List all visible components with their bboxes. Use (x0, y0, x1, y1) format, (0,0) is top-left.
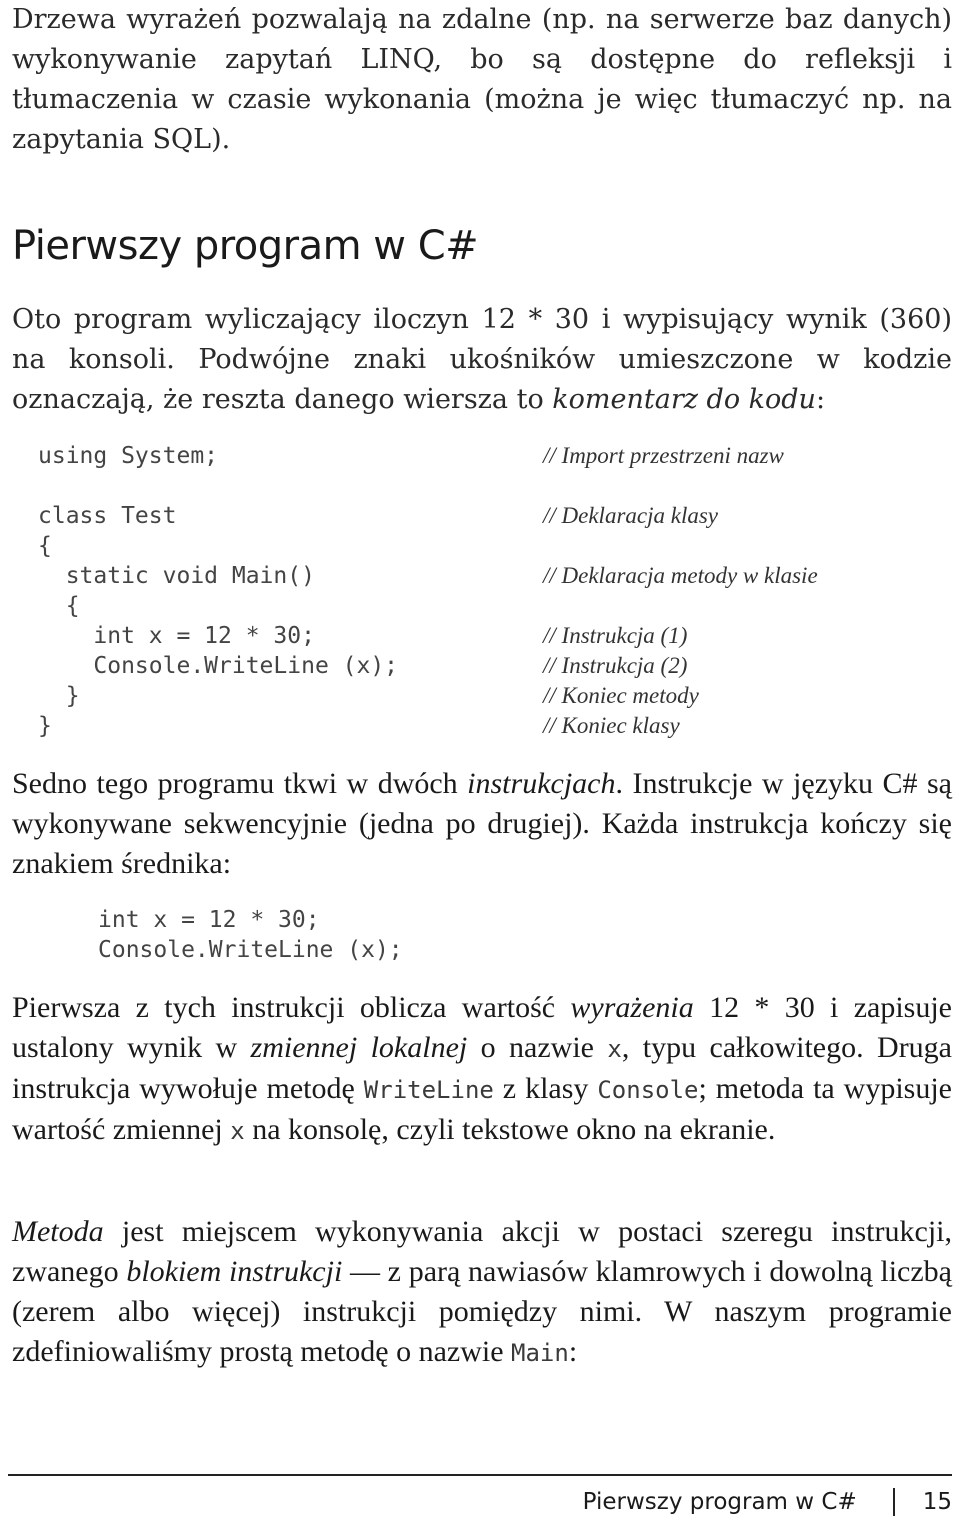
para3-text: , typu całkowitego. Druga instrukcja wywołuje metodę (12, 1031, 952, 1105)
para3-text: z klasy (493, 1072, 598, 1105)
inline-code: x (230, 1117, 245, 1145)
para4-text: : (568, 1335, 578, 1368)
code-comment: // Deklaracja klasy (543, 503, 719, 528)
code-comment: // Koniec klasy (543, 713, 680, 738)
para-intro-program (12, 300, 952, 420)
para3-term: zmiennej lokalnej (250, 1031, 468, 1064)
para2-text-b: . Instrukcje w języku C# są wykonywane sekwencyjnie (jedna po drugiej). Każda instrukcja kończy się znakiem średnika: (12, 767, 952, 880)
code-text: } (38, 713, 52, 739)
code-line (38, 681, 952, 711)
footer-page-number: 15 (922, 1489, 952, 1515)
code-text: int x = 12 * 30; (38, 623, 315, 649)
code-text: static void Main() (38, 563, 315, 589)
para2-text-a: Sedno tego programu tkwi w dwóch (12, 767, 468, 800)
para1-term: komentarz do kodu (552, 384, 816, 415)
para-explanation (12, 988, 952, 1151)
inline-code: Main (511, 1339, 569, 1367)
code-comment: // Deklaracja metody w klasie (543, 563, 818, 588)
code-text: { (38, 533, 52, 559)
code-line: int x = 12 * 30; (98, 907, 320, 933)
inline-code: Console (597, 1076, 699, 1104)
para3-text: o nazwie (467, 1031, 608, 1064)
para4-term: blokiem instrukcji (126, 1255, 343, 1288)
intro-text: Drzewa wyrażeń pozwalają na zdalne (np. na serwerze baz danych) wykonywanie zapytań LINQ, bo są dostępne do refleksji i tłumaczenia w czasie wykonania (można je więc tłumaczyć np. na zapytania SQL). (12, 4, 952, 155)
footer-separator (893, 1488, 895, 1516)
para3-text: ; metoda ta wypisuje wartość zmiennej (12, 1072, 952, 1146)
code-comment: // Instrukcja (1) (543, 623, 688, 648)
para3-text: Pierwsza z tych instrukcji oblicza wartość (12, 991, 571, 1024)
para1-end: : (815, 384, 826, 415)
para4-text: — z parą nawiasów klamrowych i dowolną liczbą (zerem albo więcej) instrukcji pomiędzy nimi. W naszym programie zdefiniowaliśmy prostą metodę o nazwie (12, 1255, 952, 1368)
inline-code: WriteLine (363, 1076, 494, 1104)
code-listing-main (38, 441, 952, 741)
code-text: { (38, 593, 80, 619)
code-line (38, 441, 952, 471)
inline-code: x (607, 1035, 622, 1063)
para4-term: Metoda (12, 1215, 104, 1248)
intro-paragraph (12, 0, 952, 160)
para-statements (12, 764, 952, 884)
footer-rule (8, 1474, 952, 1476)
code-line (38, 471, 952, 501)
code-text: using System; (38, 443, 219, 469)
code-line (38, 711, 952, 741)
code-line (38, 501, 952, 531)
para3-text: na konsolę, czyli tekstowe okno na ekranie. (244, 1113, 776, 1146)
para4-text: jest miejscem wykonywania akcji w postaci szeregu instrukcji, zwanego (12, 1215, 952, 1288)
code-line (38, 531, 952, 561)
code-comment: // Instrukcja (2) (543, 653, 688, 678)
code-text: Console.WriteLine (x); (38, 653, 399, 679)
code-text: class Test (38, 503, 177, 529)
code-line (38, 651, 952, 681)
para2-term: instrukcjach (467, 767, 616, 800)
code-listing-statements (98, 905, 403, 965)
footer-chapter-title: Pierwszy program w C# (582, 1489, 857, 1515)
code-comment: // Import przestrzeni nazw (543, 443, 784, 468)
code-text: } (38, 683, 80, 709)
para1-text: Oto program wyliczający iloczyn 12 * 30 i wypisujący wynik (360) na konsoli. Podwójne znaki ukośników umieszczone w kodzie oznaczają, że reszta danego wiersza to (12, 304, 952, 415)
page-footer (583, 1484, 952, 1520)
para-method (12, 1212, 952, 1373)
code-line (38, 621, 952, 651)
para3-term: wyrażenia (570, 991, 694, 1024)
code-line (38, 561, 952, 591)
section-title: Pierwszy program w C# (12, 223, 479, 269)
para3-text: 12 * 30 i zapisuje ustalony wynik w (12, 991, 952, 1064)
code-line (38, 591, 952, 621)
code-line: Console.WriteLine (x); (98, 937, 403, 963)
code-comment: // Koniec metody (543, 683, 699, 708)
